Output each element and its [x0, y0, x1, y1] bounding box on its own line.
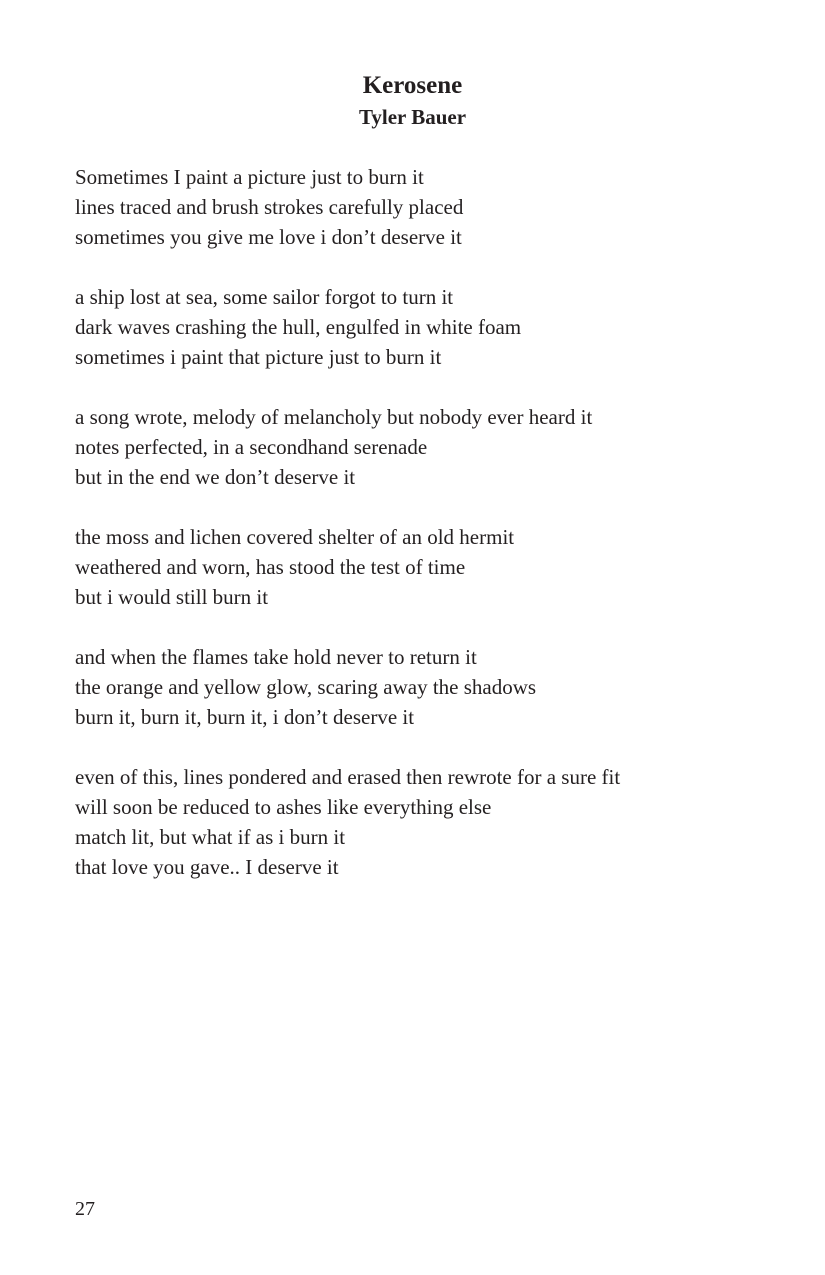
stanza-6 — [75, 762, 795, 882]
poem-line: but i would still burn it — [75, 585, 269, 609]
poem-title: Kerosene — [362, 72, 463, 99]
poem-line: lines traced and brush strokes carefully placed — [75, 195, 464, 219]
poem-line: Sometimes I paint a picture just to burn it — [75, 165, 424, 189]
stanza-5 — [75, 642, 795, 732]
poem-line: match lit, but what if as i burn it — [75, 825, 346, 849]
poem-author: Tyler Bauer — [358, 105, 467, 129]
poem-line: sometimes you give me love i don’t deserve it — [75, 225, 462, 249]
poem-line: a song wrote, melody of melancholy but nobody ever heard it — [75, 405, 593, 429]
stanza-4 — [75, 522, 795, 612]
stanza-1 — [75, 162, 795, 252]
poem-line: burn it, burn it, burn it, i don’t deserve it — [75, 705, 415, 729]
poem-line: the orange and yellow glow, scaring away the shadows — [75, 675, 537, 699]
poem-line: but in the end we don’t deserve it — [75, 465, 356, 489]
poem-line: that love you gave.. I deserve it — [75, 855, 339, 879]
poem-line: and when the flames take hold never to return it — [75, 645, 477, 669]
poem-body — [75, 162, 795, 912]
stanza-2 — [75, 282, 795, 372]
poem-line: dark waves crashing the hull, engulfed in white foam — [75, 315, 522, 339]
page-number: 27 — [75, 1198, 95, 1220]
poem-line: the moss and lichen covered shelter of an old hermit — [75, 525, 515, 549]
poem-line: will soon be reduced to ashes like everything else — [75, 795, 492, 819]
poem-line: a ship lost at sea, some sailor forgot to turn it — [75, 285, 454, 309]
poem-line: even of this, lines pondered and erased then rewrote for a sure fit — [75, 765, 621, 789]
stanza-3 — [75, 402, 795, 492]
poem-line: weathered and worn, has stood the test of time — [75, 555, 466, 579]
poem-line: notes perfected, in a secondhand serenade — [75, 435, 428, 459]
poem-line: sometimes i paint that picture just to burn it — [75, 345, 442, 369]
